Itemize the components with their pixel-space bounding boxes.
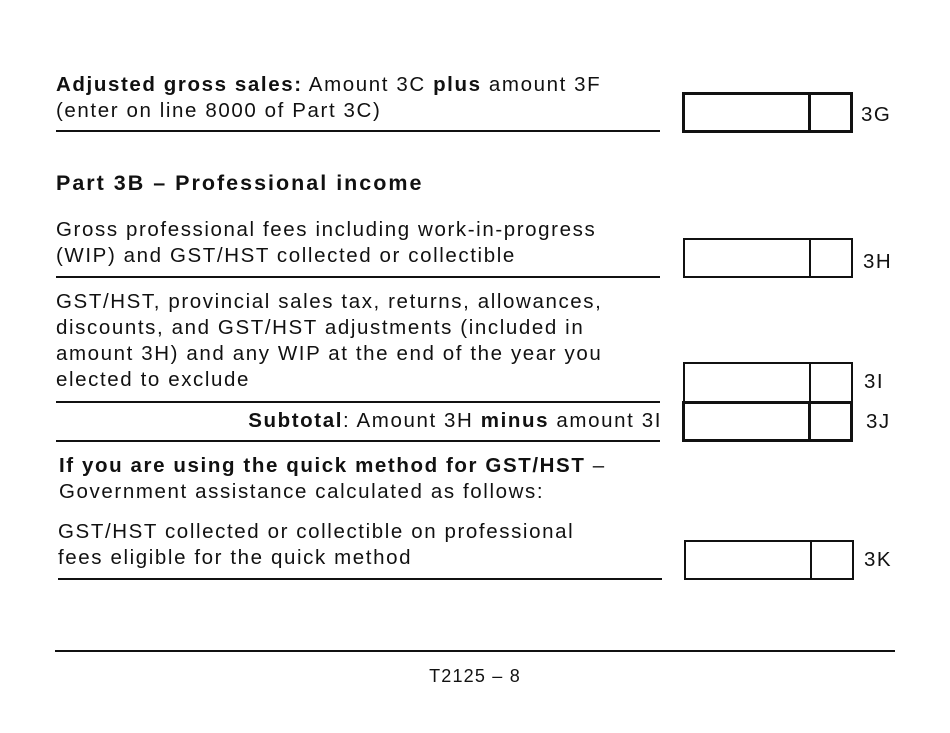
line-3g-text-b: amount 3F [481, 73, 602, 96]
line-3i-dollars-cell[interactable] [685, 364, 811, 401]
line-3h-dollars-cell[interactable] [685, 240, 811, 276]
line-3h-dollars-input[interactable] [685, 240, 809, 276]
footer-rule [55, 650, 895, 652]
line-3i-dollars-input[interactable] [685, 364, 809, 401]
subtotal-keyword: Subtotal [248, 409, 344, 432]
line-3g-label-2: (enter on line 8000 of Part 3C) [56, 99, 382, 122]
line-3k-cents-cell[interactable] [812, 542, 852, 578]
adjusted-gross-sales-title: Adjusted gross sales: [56, 73, 303, 96]
line-3k-code: 3K [864, 548, 893, 571]
line-3j-dollars-cell[interactable] [685, 404, 811, 439]
line-3j-amount-field[interactable] [682, 401, 853, 442]
line-3g-cents-cell[interactable] [811, 95, 850, 130]
line-3i-label-1: GST/HST, provincial sales tax, returns, allowances, [56, 290, 603, 313]
line-3g-dollars-cell[interactable] [685, 95, 811, 130]
line-3j-cents-cell[interactable] [811, 404, 850, 439]
line-3h-amount-field[interactable] [683, 238, 853, 278]
line-3i-cents-input[interactable] [811, 364, 851, 401]
section-title: Part 3B – Professional income [56, 171, 424, 195]
line-3k-dollars-cell[interactable] [686, 542, 812, 578]
line-3i-label-4: elected to exclude [56, 368, 251, 391]
line-3h-label-2: (WIP) and GST/HST collected or collectible [56, 244, 516, 267]
line-3h-cents-input[interactable] [811, 240, 851, 276]
line-3g-amount-field[interactable] [682, 92, 853, 133]
line-3j-text-a: : Amount 3H [343, 409, 481, 432]
line-3k-amount-field[interactable] [684, 540, 854, 580]
line-3k-rule [58, 578, 662, 580]
minus-keyword: minus [480, 409, 550, 432]
line-3i-code: 3I [864, 370, 885, 393]
line-3h-label-1: Gross professional fees including work-in-progress [56, 218, 597, 241]
line-3g-rule [56, 130, 660, 132]
line-3i-label-3: amount 3H) and any WIP at the end of the year you [56, 342, 603, 365]
line-3k-cents-input[interactable] [812, 542, 852, 578]
quick-method-title: If you are using the quick method for GST/HST [59, 454, 586, 477]
quick-method-subtitle: Government assistance calculated as follows: [59, 480, 545, 503]
line-3j-rule [56, 440, 660, 442]
line-3j-text-b: amount 3I [549, 409, 662, 432]
line-3k-label-1: GST/HST collected or collectible on professional [58, 520, 575, 543]
line-3k-label-2: fees eligible for the quick method [58, 546, 413, 569]
line-3i-cents-cell[interactable] [811, 364, 851, 401]
line-3j-label [248, 408, 662, 434]
line-3h-rule [56, 276, 660, 278]
line-3g-text-a: Amount 3C [302, 73, 434, 96]
line-3h-cents-cell[interactable] [811, 240, 851, 276]
line-3h-code: 3H [863, 250, 893, 273]
quick-method-heading [59, 453, 606, 479]
plus-keyword: plus [433, 73, 482, 96]
line-3i-label-2: discounts, and GST/HST adjustments (included in [56, 316, 585, 339]
page-number: T2125 – 8 [429, 666, 521, 686]
line-3i-amount-field[interactable] [683, 362, 853, 403]
line-3g-cents-input[interactable] [811, 95, 850, 130]
line-3i-rule [56, 401, 660, 403]
line-3k-dollars-input[interactable] [686, 542, 810, 578]
line-3g-code: 3G [861, 103, 892, 126]
line-3g-dollars-input[interactable] [685, 95, 808, 130]
line-3g-label-1 [56, 72, 601, 98]
line-3j-dollars-input[interactable] [685, 404, 808, 439]
line-3j-cents-input[interactable] [811, 404, 850, 439]
quick-method-dash: – [585, 454, 606, 477]
line-3j-code: 3J [866, 410, 891, 433]
